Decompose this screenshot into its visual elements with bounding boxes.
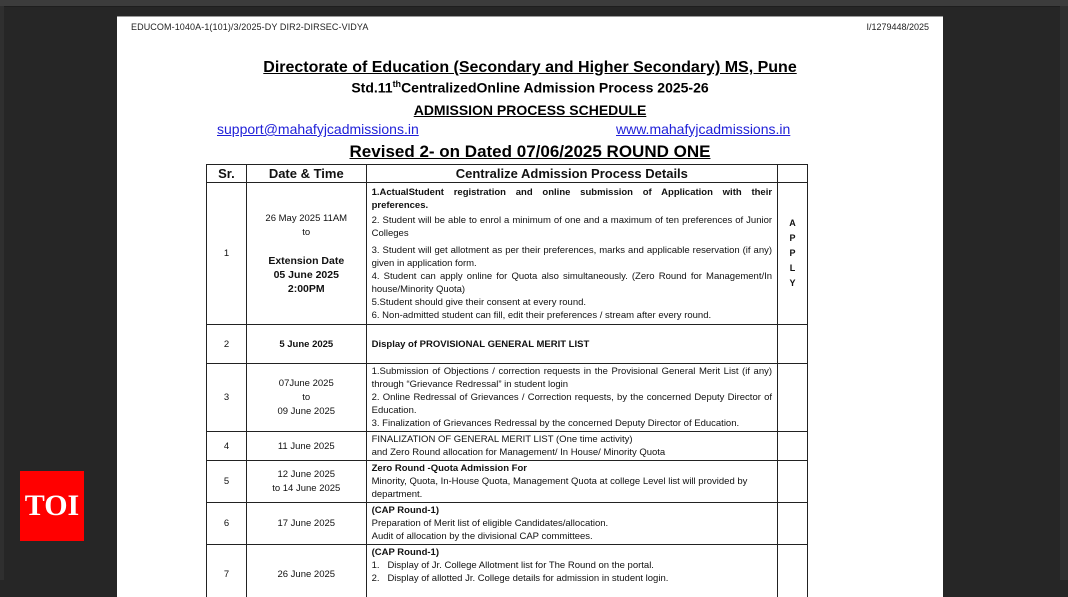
date-line: to 14 June 2025 (252, 482, 361, 496)
website-link[interactable]: www.mahafyjcadmissions.in (616, 121, 790, 137)
apply-letter: L (783, 261, 802, 276)
apply-letter: A (783, 216, 802, 231)
row-date (246, 461, 366, 503)
detail-heading: (CAP Round-1) (372, 504, 772, 517)
support-email-link[interactable]: support@mahafyjcadmissions.in (217, 121, 419, 137)
table-row (207, 364, 808, 432)
detail-item: 3. Student will get allotment as per their preferences, marks and applicable reservation (if any) given in application form. (372, 244, 772, 270)
subtitle-post: CentralizedOnline Admission Process 2025-26 (401, 80, 709, 96)
document-page (117, 16, 943, 597)
table-row (207, 461, 808, 503)
row-details (366, 503, 777, 545)
row-blank (778, 461, 808, 503)
reference-number: EDUCOM-1040A-1(101)/3/2025-DY DIR2-DIRSEC-VIDYA (131, 22, 368, 32)
header-sr: Sr. (207, 165, 247, 183)
subtitle-sup: th (393, 79, 402, 89)
table-row (207, 503, 808, 545)
detail-item: 3. Finalization of Grievances Redressal by the concerned Deputy Director of Education. (372, 417, 772, 430)
schedule-table (206, 164, 808, 597)
detail-item: 5.Student should give their consent at every round. (372, 296, 772, 309)
row-sr: 2 (207, 325, 247, 364)
apply-letter: Y (783, 276, 802, 291)
row-date: 11 June 2025 (246, 432, 366, 461)
row-sr: 1 (207, 183, 247, 325)
date-line: 09 June 2025 (252, 405, 361, 419)
row-blank (778, 364, 808, 432)
inward-number: I/1279448/2025 (866, 22, 929, 32)
row-blank (778, 503, 808, 545)
row-details (366, 183, 777, 325)
table-row (207, 432, 808, 461)
date-line: 2:00PM (252, 282, 361, 296)
row-blank (778, 432, 808, 461)
row-details (366, 364, 777, 432)
date-line: 26 May 2025 11AM (252, 212, 361, 226)
row-sr: 7 (207, 545, 247, 597)
date-line: to (252, 226, 361, 240)
detail-item: 6. Non-admitted student can fill, edit their preferences / stream after every round. (372, 309, 772, 322)
detail-item: Minority, Quota, In-House Quota, Management Quota at college Level list will provided by department. (372, 475, 772, 501)
apply-letter: P (783, 231, 802, 246)
viewer-toolbar (0, 0, 1068, 7)
detail-item: 4. Student can apply online for Quota also simultaneously. (Zero Round for Management/In house/Minority Quota) (372, 270, 772, 296)
detail-heading: (CAP Round-1) (372, 546, 772, 559)
revision-heading: Revised 2- on Dated 07/06/2025 ROUND ONE (117, 142, 943, 162)
row-sr: 4 (207, 432, 247, 461)
toi-logo: TOI (20, 471, 84, 541)
table-row (207, 325, 808, 364)
detail-item: 2. Display of allotted Jr. College details for admission in student login. (372, 572, 772, 585)
schedule-heading: ADMISSION PROCESS SCHEDULE (117, 102, 943, 118)
row-details (366, 432, 777, 461)
detail-heading: Zero Round -Quota Admission For (372, 462, 772, 475)
header-details: Centralize Admission Process Details (366, 165, 777, 183)
row-details (366, 545, 777, 597)
row-details: Display of PROVISIONAL GENERAL MERIT LIST (366, 325, 777, 364)
apply-letter: P (783, 246, 802, 261)
viewer-left-edge (0, 6, 4, 580)
detail-item: 2. Online Redressal of Grievances / Correction requests, by the concerned Deputy Director of Education. (372, 391, 772, 417)
detail-item: and Zero Round allocation for Management/ In House/ Minority Quota (372, 446, 772, 459)
row-date: 5 June 2025 (246, 325, 366, 364)
detail-item: 2. Student will be able to enrol a minimum of one and a maximum of ten preferences of Junior Colleges (372, 214, 772, 240)
row-blank (778, 325, 808, 364)
viewer-scrollbar[interactable] (1060, 6, 1068, 580)
header-date: Date & Time (246, 165, 366, 183)
row-sr: 3 (207, 364, 247, 432)
detail-item: 1.Submission of Objections / correction requests in the Provisional General Merit List (if any) through “Grievance Redressal” in student login (372, 365, 772, 391)
detail-item: FINALIZATION OF GENERAL MERIT LIST (One time activity) (372, 433, 772, 446)
detail-item: Audit of allocation by the divisional CAP committees. (372, 530, 772, 543)
table-header-row (207, 165, 808, 183)
row-details (366, 461, 777, 503)
apply-column (778, 183, 808, 325)
detail-item: Preparation of Merit list of eligible Candidates/allocation. (372, 517, 772, 530)
table-row (207, 183, 808, 325)
row-sr: 6 (207, 503, 247, 545)
row-blank (778, 545, 808, 597)
subtitle-pre: Std.11 (351, 80, 392, 96)
date-line: 07June 2025 (252, 377, 361, 391)
row-date: 17 June 2025 (246, 503, 366, 545)
header-blank (778, 165, 808, 183)
document-title: Directorate of Education (Secondary and Higher Secondary) MS, Pune (117, 59, 943, 77)
document-subtitle (117, 79, 943, 96)
date-line: 12 June 2025 (252, 468, 361, 482)
row-sr: 5 (207, 461, 247, 503)
date-line: 05 June 2025 (252, 268, 361, 282)
detail-item: 1.ActualStudent registration and online submission of Application with their preferences. (372, 186, 772, 212)
date-line: to (252, 391, 361, 405)
row-date (246, 183, 366, 325)
table-row (207, 545, 808, 597)
row-date: 26 June 2025 (246, 545, 366, 597)
row-date (246, 364, 366, 432)
detail-item: 1. Display of Jr. College Allotment list for The Round on the portal. (372, 559, 772, 572)
date-line: Extension Date (252, 254, 361, 268)
